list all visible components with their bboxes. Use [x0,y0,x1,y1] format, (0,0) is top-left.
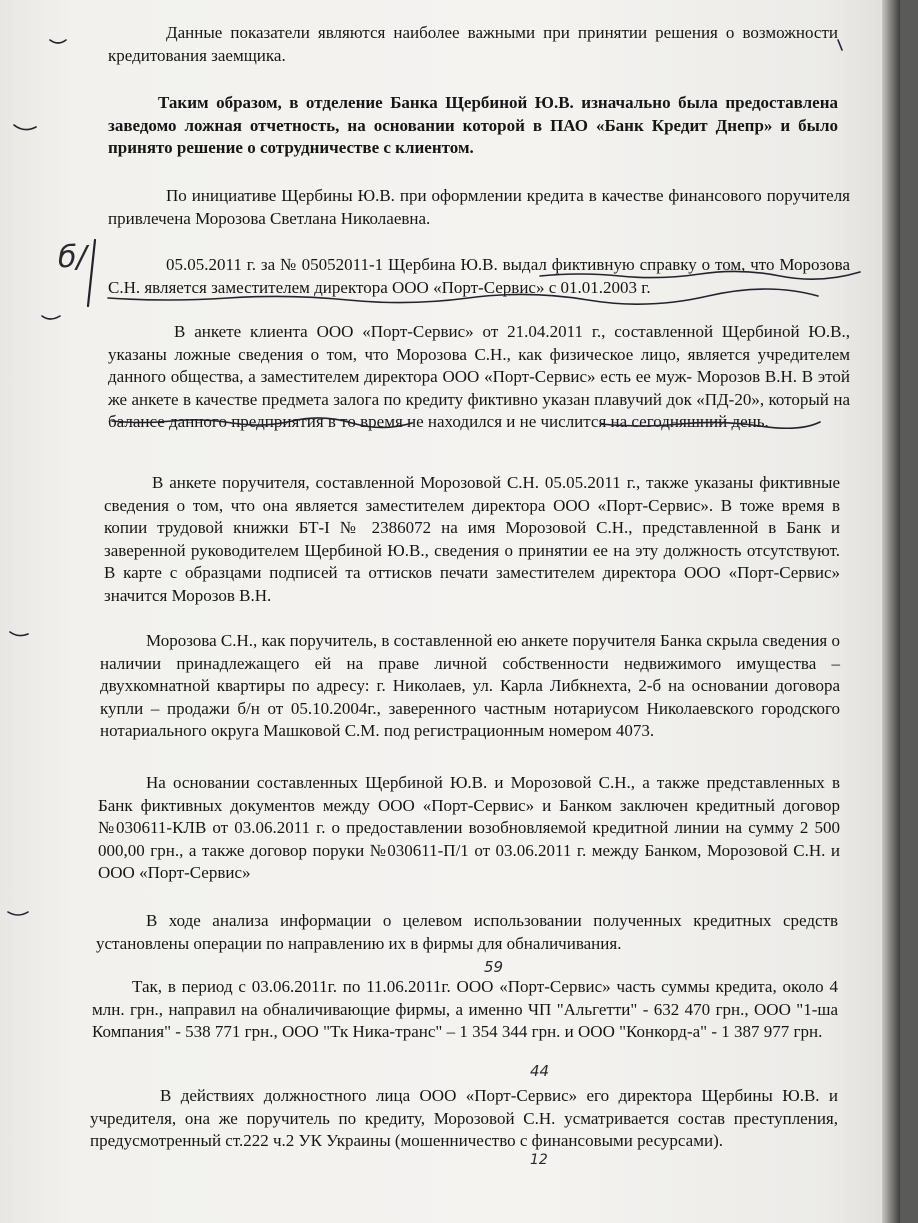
page-edge-shadow [882,0,900,1223]
paragraph-8: На основании составленных Щербиной Ю.В. и Морозовой С.Н., а также представленных в Банк фиктивных документов между ООО «Порт-Сервис» и Банком заключен кредитный договор №030611-КЛВ от 03.06.2011 г. о предоставлении возобновляемой кредитной линии на сумму 2 500 000,00 грн., а также договор поруки №030611-П/1 от 03.06.2011 г. между Банком, Морозовой С.Н. и ООО «Порт-Сервис» [98,773,840,882]
margin-tick-4 [10,632,28,636]
paragraph-1: Данные показатели являются наиболее важными при принятии решения о возможности кредитования заемщика. [108,23,838,65]
margin-tick-6 [838,40,842,50]
handwritten-number-44: 44 [530,1062,550,1080]
paragraph-7: Морозова С.Н., как поручитель, в составленной ею анкете поручителя Банка скрыла сведения о наличии принадлежащего ей на праве личной собственности недвижимого имущества – двухкомнатной квартиры по адресу: г. Николаев, ул. Карла Либкнехта, 2-б на основании договора купли – продажи б/н от 05.10.2004г., заверенного частным нотариусом Николаевского городского нотариального округа Машковой С.М. под регистрационным номером 4073. [100,631,840,740]
paragraph-10: Так, в период с 03.06.2011г. по 11.06.2011г. ООО «Порт-Сервис» часть суммы кредита, около 4 млн. грн., направил на обналичивающие фирмы, а именно ЧП "Альгетти" - 632 470 грн., ООО "1-ша Компания" - 538 771 грн., ООО "Тк Ника-транс" – 1 354 344 грн. и ООО "Конкорд-а" - 1 387 977 грн. [92,977,838,1041]
margin-tick-3 [42,316,60,319]
handwritten-number-12: 12 [530,1152,548,1168]
paragraph-4: 05.05.2011 г. за № 05052011-1 Щербина Ю.В. выдал фиктивную справку о том, что Морозова С.Н. является заместителем директора ООО «Порт-Сервис» с 01.01.2003 г. [108,255,850,297]
margin-tick-2 [14,125,36,130]
handwritten-margin-note: б/ [58,240,87,275]
margin-tick-5 [8,912,28,915]
paragraph-3: По инициативе Щербины Ю.В. при оформлении кредита в качестве финансового поручителя привлечена Морозова Светлана Николаевна. [108,186,850,228]
paragraph-2: Таким образом, в отделение Банка Щербиной Ю.В. изначально была предоставлена заведомо ложная отчетность, на основании которой в ПАО «Банк Кредит Днепр» и было принято решение о сотрудничестве с клиентом. [108,93,838,157]
paragraph-6: В анкете поручителя, составленной Морозовой С.Н. 05.05.2011 г., также указаны фиктивные сведения о том, что она является заместителем директора ООО «Порт-Сервис». В тоже время в копии трудовой книжки БТ-І № 2386072 на имя Морозовой С.Н., представленной в Банк и заверенной руководителем Щербиной Ю.В., сведения о принятии ее на эту должность отсутствуют. В карте с образцами подписей та оттисков печати заместителем директора ООО «Порт-Сервис» значится Морозов В.Н. [104,473,840,605]
paragraph-9: В ходе анализа информации о целевом использовании полученных кредитных средств установлены операции по направлению их в фирмы для обналичивания. [96,911,838,953]
margin-bracket-mark [88,240,95,306]
margin-tick-1 [50,40,66,43]
handwritten-number-59: 59 [484,958,504,976]
paragraph-5: В анкете клиента ООО «Порт-Сервис» от 21.04.2011 г., составленной Щербиной Ю.В., указаны ложные сведения о том, что Морозова С.Н., как физическое лицо, является учредителем данного общества, а заместителем директора ООО «Порт-Сервис» есть ее муж- Морозов В.Н. В этой же анкете в качестве предмета залога по кредиту фиктивно указан плавучий док «ПД-20», который на балансе данного предприятия в то время не находился и не числится на сегодняшний день. [108,322,850,431]
paragraph-11: В действиях должностного лица ООО «Порт-Сервис» его директора Щербины Ю.В. и учредителя, она же поручитель по кредиту, Морозовой С.Н. усматривается состав преступления, предусмотренный ст.222 ч.2 УК Украины (мошенничество с финансовыми ресурсами). [90,1086,838,1150]
